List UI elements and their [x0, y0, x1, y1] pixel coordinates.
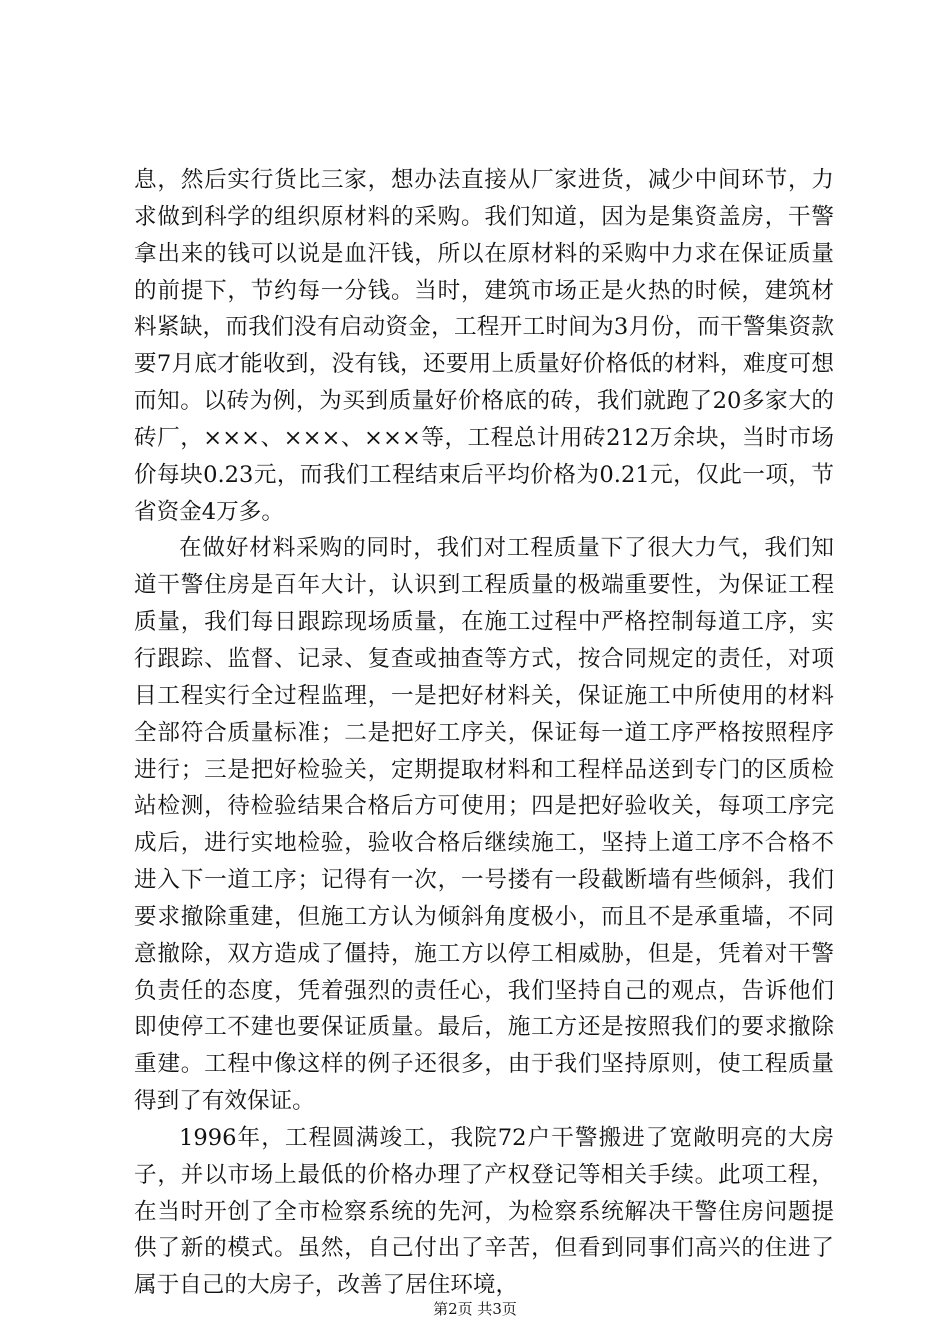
document-body — [134, 162, 834, 1304]
paragraph-1: 息，然后实行货比三家，想办法直接从厂家进货，减少中间环节，力求做到科学的组织原材料的采购。我们知道，因为是集资盖房，干警拿出来的钱可以说是血汗钱，所以在原材料的采购中力求在保证质量的前提下，节约每一分钱。当时，建筑市场正是火热的时候，建筑材料紧缺，而我们没有启动资金，工程开工时间为3月份，而干警集资款要7月底才能收到，没有钱，还要用上质量好价格低的材料，难度可想而知。以砖为例，为买到质量好价格底的砖，我们就跑了20多家大的砖厂，×××、×××、×××等，工程总计用砖212万余块，当时市场价每块0.23元，而我们工程结束后平均价格为0.21元，仅此一项，节省资金4万多。 — [134, 167, 834, 525]
page-footer: 第2页 共3页 — [433, 1300, 517, 1318]
paragraph-3: 1996年，工程圆满竣工，我院72户干警搬进了宽敞明亮的大房子，并以市场上最低的价格办理了产权登记等相关手续。此项工程，在当时开创了全市检察系统的先河，为检察系统解决干警住房问题提供了新的模式。虽然，自己付出了辛苦，但看到同事们高兴的住进了属于自己的大房子，改善了居住环境， — [134, 1124, 834, 1299]
paragraph-2: 在做好材料采购的同时，我们对工程质量下了很大力气，我们知道干警住房是百年大计，认识到工程质量的极端重要性，为保证工程质量，我们每日跟踪现场质量，在施工过程中严格控制每道工序，实行跟踪、监督、记录、复查或抽查等方式，按合同规定的责任，对项目工程实行全过程监理，一是把好材料关，保证施工中所使用的材料全部符合质量标准；二是把好工序关，保证每一道工序严格按照程序进行；三是把好检验关，定期提取材料和工程样品送到专门的区质检站检测，待检验结果合格后方可使用；四是把好验收关，每项工序完成后，进行实地检验，验收合格后继续施工，坚持上道工序不合格不进入下一道工序；记得有一次，一号搂有一段截断墙有些倾斜，我们要求撤除重建，但施工方认为倾斜角度极小，而且不是承重墙，不同意撤除，双方造成了僵持，施工方以停工相威胁，但是，凭着对干警负责任的态度，凭着强烈的责任心，我们坚持自己的观点，告诉他们即使停工不建也要保证质量。最后，施工方还是按照我们的要求撤除重建。工程中像这样的例子还很多，由于我们坚持原则，使工程质量得到了有效保证。 — [134, 535, 834, 1115]
